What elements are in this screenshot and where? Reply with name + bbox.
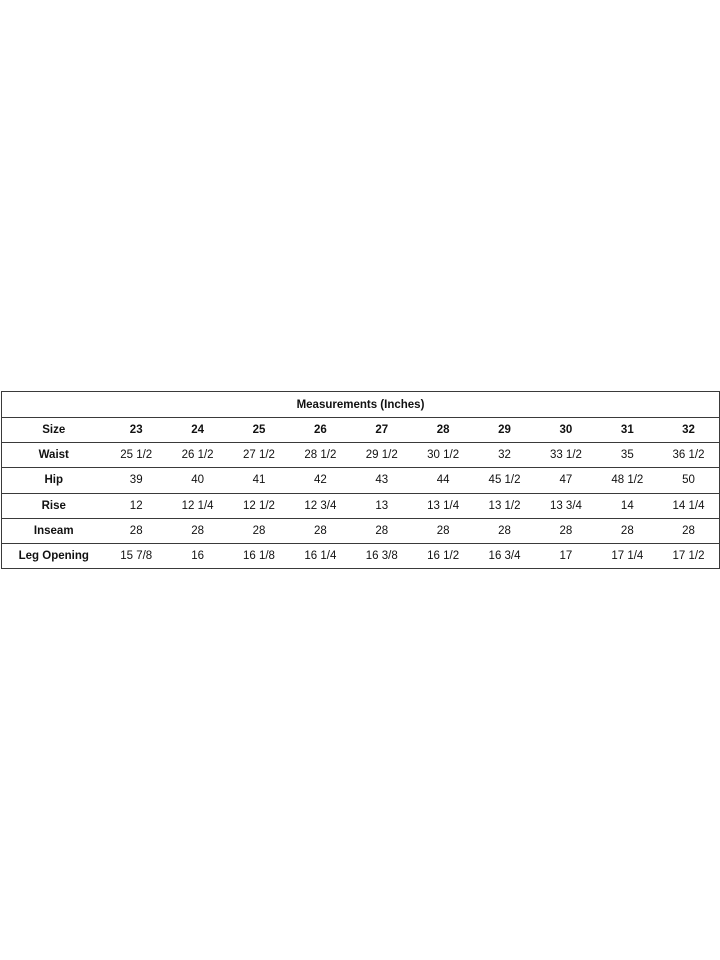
measurement-cell: 44 [412, 468, 473, 493]
measurement-cell: 28 [597, 518, 658, 543]
measurement-cell: 14 [597, 493, 658, 518]
measurement-cell: 28 [658, 518, 719, 543]
measurement-cell: 33 1/2 [535, 443, 596, 468]
measurement-cell: 28 [228, 518, 289, 543]
measurement-cell: 16 [167, 543, 228, 568]
measurement-cell: 16 1/4 [290, 543, 351, 568]
measurement-cell: 13 [351, 493, 412, 518]
size-header-label: Size [2, 418, 106, 443]
measurement-cell: 12 1/2 [228, 493, 289, 518]
measurement-cell: 43 [351, 468, 412, 493]
measurement-cell: 45 1/2 [474, 468, 535, 493]
size-chart-body [2, 392, 720, 569]
measurement-cell: 32 [474, 443, 535, 468]
measurement-cell: 17 1/2 [658, 543, 719, 568]
measurement-cell: 40 [167, 468, 228, 493]
measurement-cell: 16 3/8 [351, 543, 412, 568]
size-header-row [2, 418, 720, 443]
measurement-cell: 25 1/2 [106, 443, 167, 468]
measurement-cell: 30 1/2 [412, 443, 473, 468]
measurement-cell: 29 1/2 [351, 443, 412, 468]
measurement-cell: 12 3/4 [290, 493, 351, 518]
row-label: Leg Opening [2, 543, 106, 568]
size-header-cell: 23 [106, 418, 167, 443]
measurement-cell: 28 [412, 518, 473, 543]
title-row [2, 392, 720, 418]
size-header-cell: 26 [290, 418, 351, 443]
table-row [2, 493, 720, 518]
measurement-cell: 28 [167, 518, 228, 543]
table-row [2, 443, 720, 468]
size-header-cell: 30 [535, 418, 596, 443]
measurement-cell: 28 [474, 518, 535, 543]
row-label: Rise [2, 493, 106, 518]
size-header-cell: 27 [351, 418, 412, 443]
measurement-cell: 28 [290, 518, 351, 543]
measurement-cell: 15 7/8 [106, 543, 167, 568]
measurement-cell: 12 1/4 [167, 493, 228, 518]
measurement-cell: 17 1/4 [597, 543, 658, 568]
measurement-cell: 13 1/2 [474, 493, 535, 518]
row-label: Hip [2, 468, 106, 493]
measurement-cell: 17 [535, 543, 596, 568]
size-header-cell: 31 [597, 418, 658, 443]
measurement-cell: 26 1/2 [167, 443, 228, 468]
measurement-cell: 27 1/2 [228, 443, 289, 468]
table-row [2, 468, 720, 493]
measurement-cell: 41 [228, 468, 289, 493]
row-label: Inseam [2, 518, 106, 543]
measurement-cell: 36 1/2 [658, 443, 719, 468]
size-header-cell: 32 [658, 418, 719, 443]
measurement-cell: 28 1/2 [290, 443, 351, 468]
measurement-cell: 13 1/4 [412, 493, 473, 518]
measurement-cell: 16 1/8 [228, 543, 289, 568]
size-chart-table [1, 391, 720, 569]
table-title: Measurements (Inches) [2, 392, 720, 418]
measurement-cell: 13 3/4 [535, 493, 596, 518]
measurement-cell: 14 1/4 [658, 493, 719, 518]
size-header-cell: 24 [167, 418, 228, 443]
measurement-cell: 50 [658, 468, 719, 493]
measurement-cell: 28 [535, 518, 596, 543]
row-label: Waist [2, 443, 106, 468]
measurement-cell: 48 1/2 [597, 468, 658, 493]
measurement-cell: 42 [290, 468, 351, 493]
size-header-cell: 29 [474, 418, 535, 443]
measurement-cell: 47 [535, 468, 596, 493]
measurement-cell: 16 1/2 [412, 543, 473, 568]
measurement-cell: 16 3/4 [474, 543, 535, 568]
measurement-cell: 28 [351, 518, 412, 543]
table-row [2, 543, 720, 568]
measurement-cell: 28 [106, 518, 167, 543]
size-header-cell: 28 [412, 418, 473, 443]
measurement-cell: 39 [106, 468, 167, 493]
size-header-cell: 25 [228, 418, 289, 443]
measurement-cell: 35 [597, 443, 658, 468]
measurement-cell: 12 [106, 493, 167, 518]
table-row [2, 518, 720, 543]
